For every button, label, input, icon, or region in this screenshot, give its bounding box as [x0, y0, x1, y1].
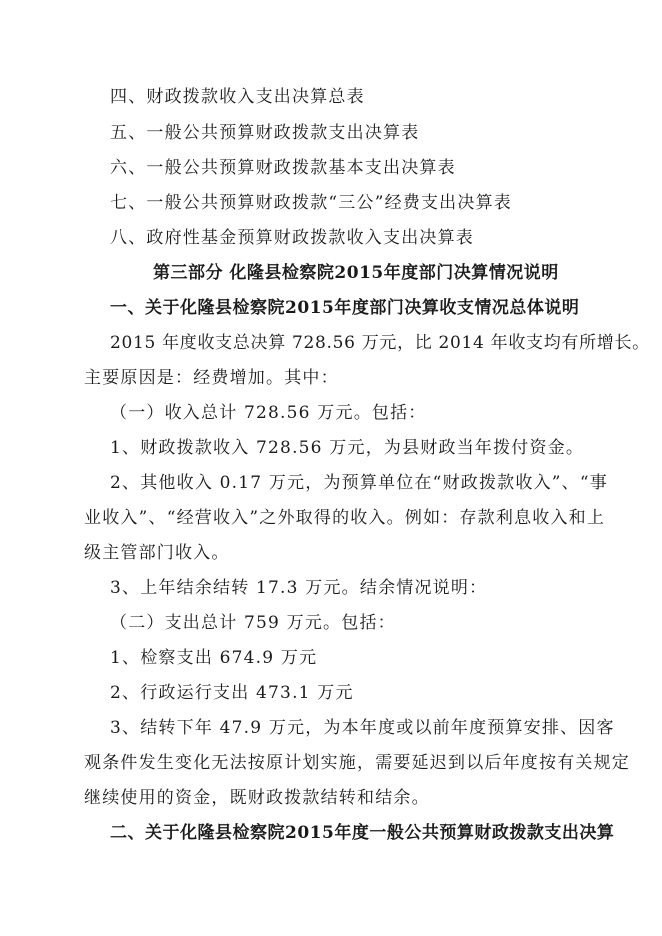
intro-line-1: 2015 年度收支总决算 728.56 万元，比 2014 年收支均有所增长。 [110, 333, 650, 353]
income-item-3: 3、上年结余结转 17.3 万元。结余情况说明： [110, 578, 488, 598]
section2-heading: 二、关于化隆县检察院2015年度一般公共预算财政拨款支出决算 [110, 823, 615, 843]
income-item-2-line-2: 业收入”、“经营收入”之外取得的收入。例如：存款利息收入和上 [84, 508, 606, 528]
income-total: （一）收入总计 728.56 万元。包括： [110, 403, 427, 423]
income-item-2-line-3: 级主管部门收入。 [84, 543, 230, 563]
toc-item-7: 七、一般公共预算财政拨款“三公”经费支出决算表 [110, 193, 512, 213]
section1-heading: 一、关于化隆县检察院2015年度部门决算收支情况总体说明 [110, 298, 580, 318]
expense-item-3-line-1: 3、结转下年 47.9 万元，为本年度或以前年度预算安排、因客 [110, 718, 615, 738]
intro-line-2: 主要原因是：经费增加。其中： [84, 368, 339, 388]
expense-total: （二）支出总计 759 万元。包括： [110, 613, 396, 633]
toc-item-4: 四、财政拨款收入支出决算总表 [110, 87, 365, 107]
income-item-1: 1、财政拨款收入 728.56 万元，为县财政当年拨付资金。 [110, 438, 585, 458]
part3-title: 第三部分 化隆县检察院2015年度部门决算情况说明 [153, 263, 559, 283]
expense-item-1: 1、检察支出 674.9 万元 [110, 648, 318, 668]
toc-item-8: 八、政府性基金预算财政拨款收入支出决算表 [110, 228, 474, 248]
toc-item-5: 五、一般公共预算财政拨款支出决算表 [110, 123, 420, 143]
toc-item-6: 六、一般公共预算财政拨款基本支出决算表 [110, 158, 456, 178]
expense-item-2: 2、行政运行支出 473.1 万元 [110, 683, 354, 703]
expense-item-3-line-2: 观条件发生变化无法按原计划实施，需要延迟到以后年度按有关规定 [84, 753, 630, 773]
expense-item-3-line-3: 继续使用的资金，既财政拨款结转和结余。 [84, 788, 430, 808]
income-item-2-line-1: 2、其他收入 0.17 万元，为预算单位在“财政拨款收入”、“事 [110, 473, 608, 493]
